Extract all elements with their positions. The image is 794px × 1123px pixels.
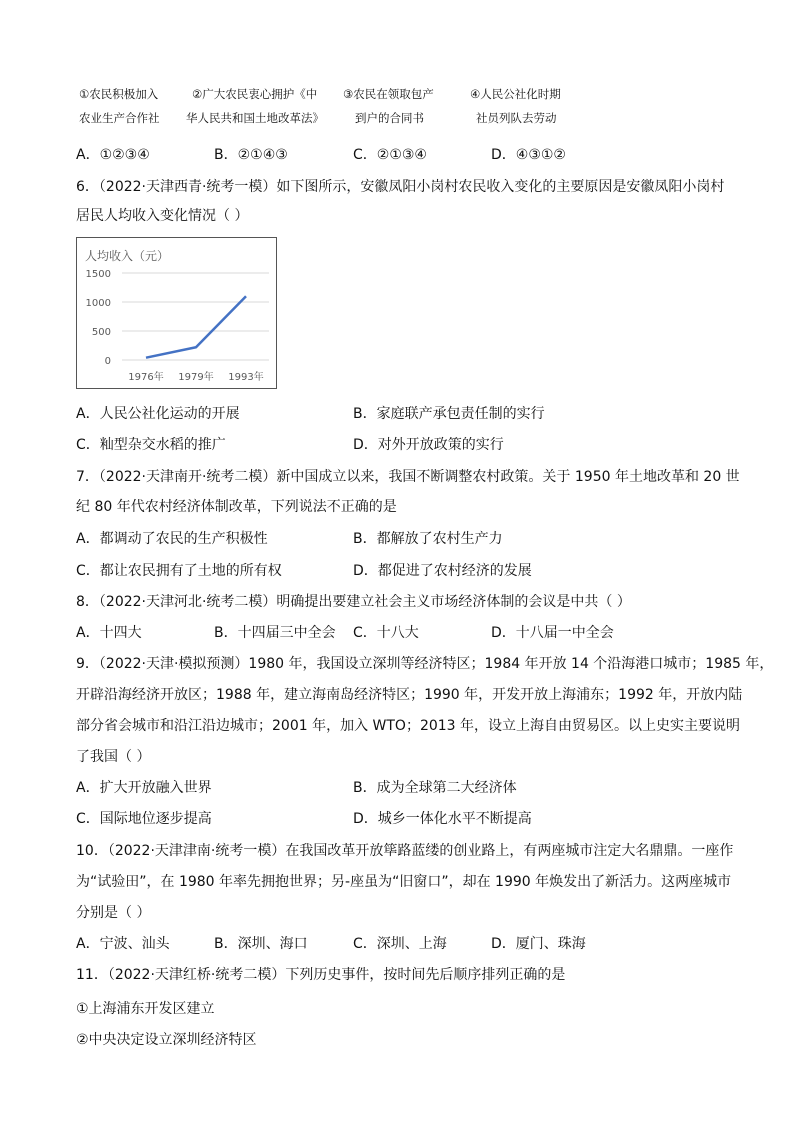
q6-option-c[interactable]: C．籼型杂交水稻的推广: [76, 437, 226, 453]
y-tick-label: 1500: [85, 269, 111, 280]
q6-stem: 6．（2022·天津西青·统考一模）如下图所示，安徽凤阳小岗村农民收入变化的主要原因是安徽凤阳小岗村: [76, 179, 725, 195]
y-tick-label: 1000: [85, 298, 111, 309]
q10-option-c[interactable]: C．深圳、上海: [353, 936, 447, 952]
q8-option-d[interactable]: D．十八届一中全会: [491, 625, 614, 641]
q9-stem: 9．（2022·天津·模拟预测）1980 年，我国设立深圳等经济特区；1984 年开放 14 个沿海港口城市；1985 年，: [76, 656, 774, 672]
chart-series: [146, 296, 246, 358]
q6-option-d[interactable]: D．对外开放政策的实行: [353, 437, 504, 453]
q7-option-c[interactable]: C．都让农民拥有了土地的所有权: [76, 563, 282, 579]
q7-stem: 7．（2022·天津南开·统考二模）新中国成立以来，我国不断调整农村政策。关于 1950 年土地改革和 20 世: [76, 469, 740, 485]
q5-option-b[interactable]: B．②①④③: [214, 147, 288, 163]
q7-option-b[interactable]: B．都解放了农村生产力: [353, 531, 503, 547]
q10-option-b[interactable]: B．深圳、海口: [214, 936, 308, 952]
q9-option-b[interactable]: B．成为全球第二大经济体: [353, 780, 517, 796]
chart-x-ticks: [128, 370, 263, 383]
q8-option-a[interactable]: A．十四大: [76, 625, 142, 641]
q11-item: ②中央决定设立深圳经济特区: [76, 1032, 257, 1048]
q8-stem: 8．（2022·天津河北·统考二模）明确提出要建立社会主义市场经济体制的会议是中共（ ）: [76, 594, 631, 610]
q7-option-d[interactable]: D．都促进了农村经济的发展: [353, 563, 532, 579]
q10-stem: 为“试验田”，在 1980 年率先拥抱世界；另-座虽为“旧窗口”，却在 1990 年焕发出了新活力。这两座城市: [76, 874, 732, 890]
q9-option-d[interactable]: D．城乡一体化水平不断提高: [353, 811, 532, 827]
caption-line: ④人民公社化时期: [470, 87, 561, 101]
q10-option-a[interactable]: A．宁波、汕头: [76, 936, 170, 952]
q10-stem: 分别是（ ）: [76, 905, 151, 921]
q8-option-c[interactable]: C．十八大: [353, 625, 419, 641]
x-tick-label: 1976年: [128, 372, 164, 383]
q10-stem: 10．（2022·天津津南·统考一模）在我国改革开放筚路蓝缕的创业路上，有两座城市注定大名鼎鼎。一座作: [76, 843, 734, 859]
q8-option-b[interactable]: B．十四届三中全会: [214, 625, 336, 641]
caption-line: ①农民积极加入: [79, 87, 159, 101]
q10-option-d[interactable]: D．厦门、珠海: [491, 936, 586, 952]
chart-y-ticks: [86, 269, 111, 367]
q7-stem: 纪 80 年代农村经济体制改革，下列说法不正确的是: [76, 499, 397, 515]
q9-stem: 开辟沿海经济开放区；1988 年，建立海南岛经济特区；1990 年，开发开放上海浦东；1992 年，开放内陆: [76, 687, 743, 703]
q9-stem: 部分省会城市和沿江沿边城市；2001 年，加入 WTO；2013 年，设立上海自由贸易区。以上史实主要说明: [76, 718, 741, 734]
income-series-line: [146, 296, 246, 357]
q9-option-c[interactable]: C．国际地位逐步提高: [76, 811, 212, 827]
q11-stem: 11．（2022·天津红桥·统考二模）下列历史事件，按时间先后顺序排列正确的是: [76, 967, 566, 983]
caption-line: 到户的合同书: [355, 111, 424, 125]
q11-item: ①上海浦东开发区建立: [76, 1001, 215, 1017]
caption-line: 华人民共和国土地改革法》: [186, 111, 324, 125]
income-chart: [76, 237, 277, 389]
q5-option-a[interactable]: A．①②③④: [76, 147, 150, 163]
q6-option-b[interactable]: B．家庭联产承包责任制的实行: [353, 406, 545, 422]
income-chart-svg: [77, 238, 276, 388]
q5-option-d[interactable]: D．④③①②: [491, 147, 566, 163]
q6-option-a[interactable]: A．人民公社化运动的开展: [76, 406, 240, 422]
caption-line: 社员列队去劳动: [476, 111, 557, 125]
y-tick-label: 0: [104, 356, 111, 367]
q5-option-c[interactable]: C．②①③④: [353, 147, 427, 163]
x-tick-label: 1993年: [228, 372, 264, 383]
caption-line: ③农民在领取包产: [343, 87, 434, 101]
caption-line: 农业生产合作社: [79, 111, 160, 125]
q6-stem: 居民人均收入变化情况（ ）: [76, 208, 249, 224]
q9-option-a[interactable]: A．扩大开放融入世界: [76, 780, 212, 796]
chart-title: 人均收入（元）: [85, 249, 170, 263]
caption-line: ②广大农民衷心拥护《中: [192, 87, 318, 101]
x-tick-label: 1979年: [178, 372, 214, 383]
q9-stem: 了我国（ ）: [76, 749, 151, 765]
y-tick-label: 500: [91, 327, 111, 338]
q7-option-a[interactable]: A．都调动了农民的生产积极性: [76, 531, 268, 547]
